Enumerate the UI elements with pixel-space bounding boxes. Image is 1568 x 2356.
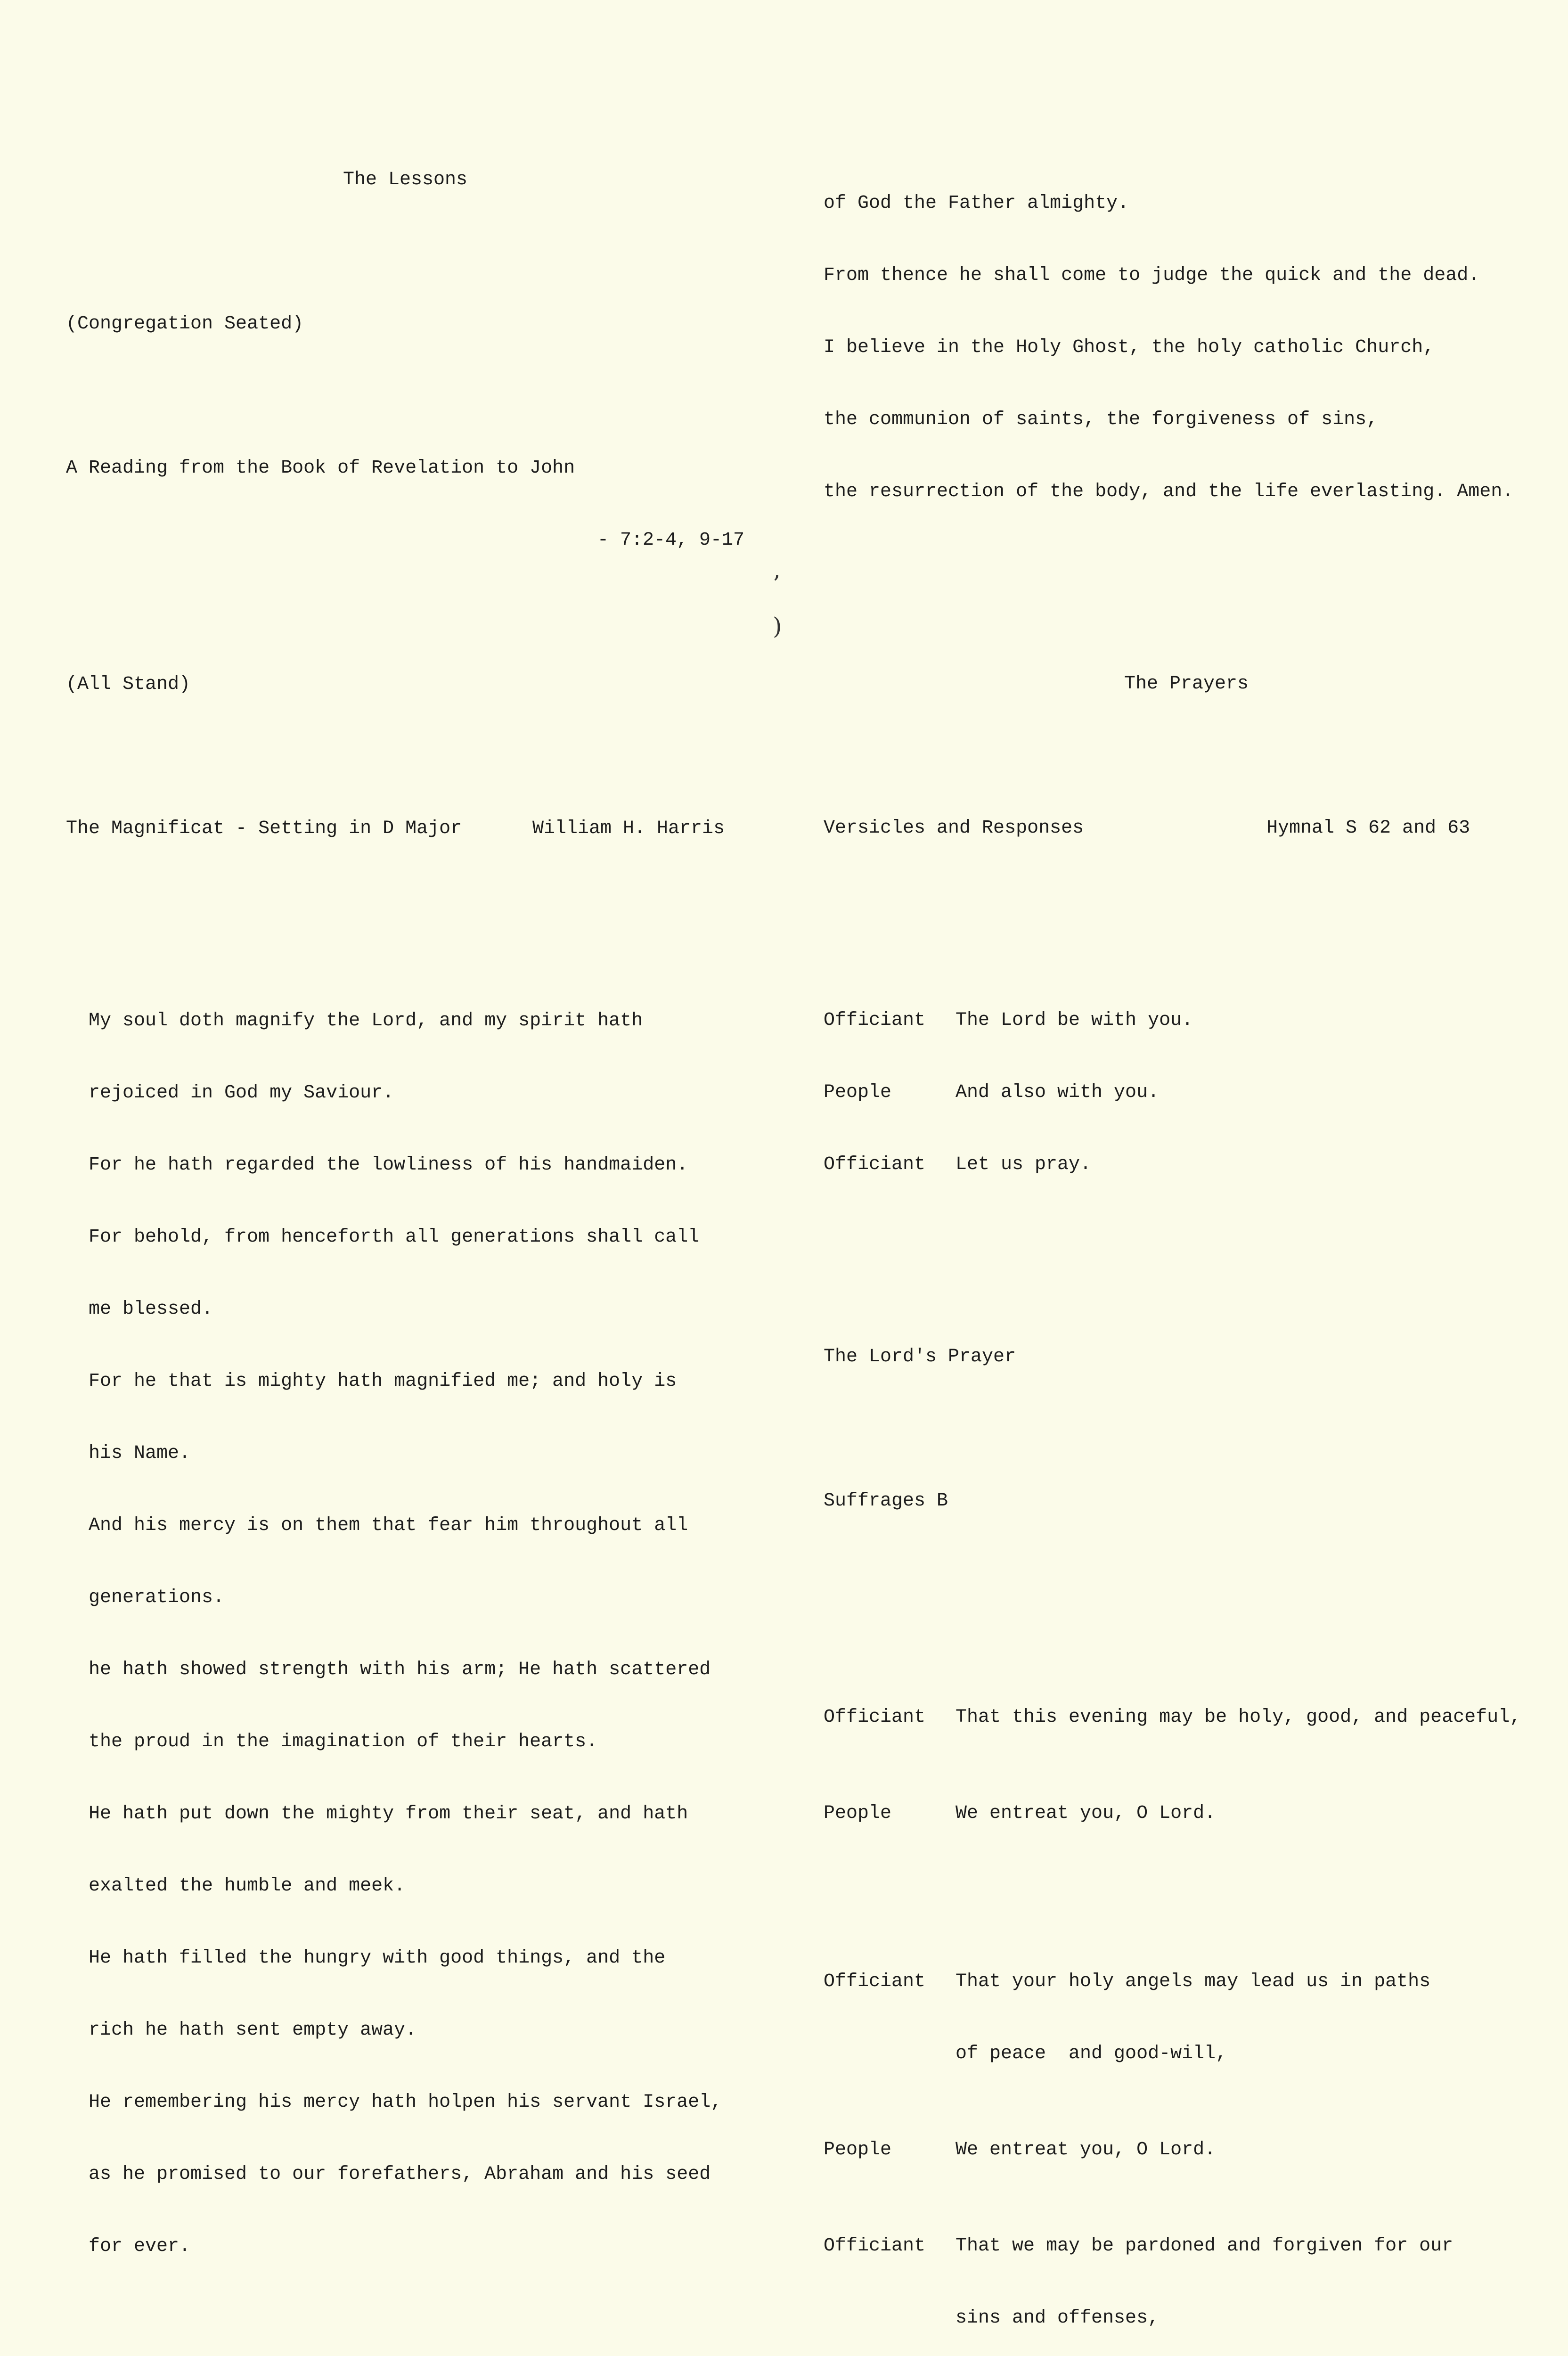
suffrage-role: Officiant — [824, 2235, 926, 2257]
text-line: generations. — [89, 1587, 225, 1608]
versicles-reference: Hymnal S 62 and 63 — [1266, 818, 1470, 839]
prayers-heading: The Prayers — [1124, 673, 1249, 695]
fold-mark: ’ — [773, 570, 780, 597]
lessons-heading: The Lessons — [343, 169, 468, 190]
suffrage-text: We entreat you, O Lord. — [956, 1803, 1216, 1824]
all-stand: (All Stand) — [66, 674, 191, 695]
text-line: For he hath regarded the lowliness of his handmaiden. — [89, 1154, 688, 1176]
suffrage-text: We entreat you, O Lord. — [956, 2139, 1216, 2160]
suffrage-row — [824, 2306, 1559, 2330]
versicle-role: People — [824, 1082, 892, 1103]
versicle-text: The Lord be with you. — [956, 1010, 1193, 1031]
versicles-list — [824, 960, 1559, 1225]
reading-reference: - 7:2-4, 9-17 — [597, 530, 744, 551]
versicle-row — [824, 1008, 1559, 1032]
suffrage-row — [824, 2234, 1559, 2258]
magnificat-title: The Magnificat - Setting in D Major — [66, 818, 462, 839]
text-line: the resurrection of the body, and the life everlasting. Amen. — [824, 481, 1514, 502]
suffrage-role: People — [824, 1803, 892, 1824]
text-line: rich he hath sent empty away. — [89, 2020, 417, 2041]
text-line: exalted the humble and meek. — [89, 1875, 406, 1897]
text-line: He hath filled the hungry with good things, and the — [89, 1947, 666, 1969]
suffrage-role: Officiant — [824, 1971, 926, 1992]
creed-continued — [824, 143, 1559, 552]
text-line: the communion of saints, the forgiveness of sins, — [824, 409, 1378, 430]
suffrage-row — [824, 1801, 1559, 1825]
magnificat-heading — [66, 817, 754, 841]
reading-title: A Reading from the Book of Revelation to John — [66, 458, 575, 479]
text-line: of God the Father almighty. — [824, 193, 1129, 214]
fold-mark: ) — [773, 613, 782, 640]
suffrage-role: People — [824, 2139, 892, 2160]
text-line: For behold, from henceforth all generations shall call — [89, 1227, 700, 1248]
text-line: My soul doth magnify the Lord, and my spirit hath — [89, 1010, 643, 1031]
suffrages-heading: Suffrages B — [824, 1490, 948, 1512]
suffrage-text: That we may be pardoned and forgiven for our — [956, 2235, 1454, 2257]
magnificat-composer: William H. Harris — [532, 818, 725, 839]
text-line: his Name. — [89, 1443, 191, 1464]
suffrage-text: That this evening may be holy, good, and peaceful, — [956, 1707, 1521, 1728]
versicle-row — [824, 1080, 1559, 1104]
suffrage-row — [824, 1970, 1559, 1994]
text-line: me blessed. — [89, 1299, 213, 1320]
left-column — [66, 0, 754, 2356]
versicle-role: Officiant — [824, 1010, 926, 1031]
suffrage-text: sins and offenses, — [956, 2307, 1160, 2329]
suffrages-list — [824, 1633, 1559, 2356]
suffrage-role: Officiant — [824, 1707, 926, 1728]
text-line: And his mercy is on them that fear him throughout all — [89, 1515, 688, 1536]
right-column — [824, 0, 1559, 2356]
suffrage-row — [824, 1705, 1559, 1729]
text-line: He hath put down the mighty from their seat, and hath — [89, 1803, 688, 1824]
suffrage-row — [824, 2138, 1559, 2162]
text-line: for ever. — [89, 2236, 191, 2257]
suffrage-row — [824, 2042, 1559, 2066]
congregation-seated: (Congregation Seated) — [66, 313, 304, 335]
versicles-title: Versicles and Responses — [824, 818, 1084, 839]
text-line: He remembering his mercy hath holpen his servant Israel, — [89, 2092, 722, 2113]
text-line: From thence he shall come to judge the quick and the dead. — [824, 265, 1480, 286]
text-line: For he that is mighty hath magnified me; and holy is — [89, 1371, 677, 1392]
magnificat-text — [66, 961, 754, 2307]
text-line: rejoiced in God my Saviour. — [89, 1082, 394, 1104]
text-line: I believe in the Holy Ghost, the holy catholic Church, — [824, 337, 1435, 358]
versicle-row — [824, 1153, 1559, 1177]
text-line: the proud in the imagination of their hearts. — [89, 1731, 598, 1752]
lords-prayer-heading: The Lord's Prayer — [824, 1346, 1016, 1367]
suffrage-text: of peace and good-will, — [956, 2043, 1227, 2064]
versicle-role: Officiant — [824, 1154, 926, 1175]
versicle-text: Let us pray. — [956, 1154, 1092, 1175]
versicles-heading — [824, 816, 1559, 840]
text-line: as he promised to our forefathers, Abraham and his seed — [89, 2164, 711, 2185]
text-line: he hath showed strength with his arm; He hath scattered — [89, 1659, 711, 1680]
suffrage-text: That your holy angels may lead us in paths — [956, 1971, 1431, 1992]
versicle-text: And also with you. — [956, 1082, 1160, 1103]
